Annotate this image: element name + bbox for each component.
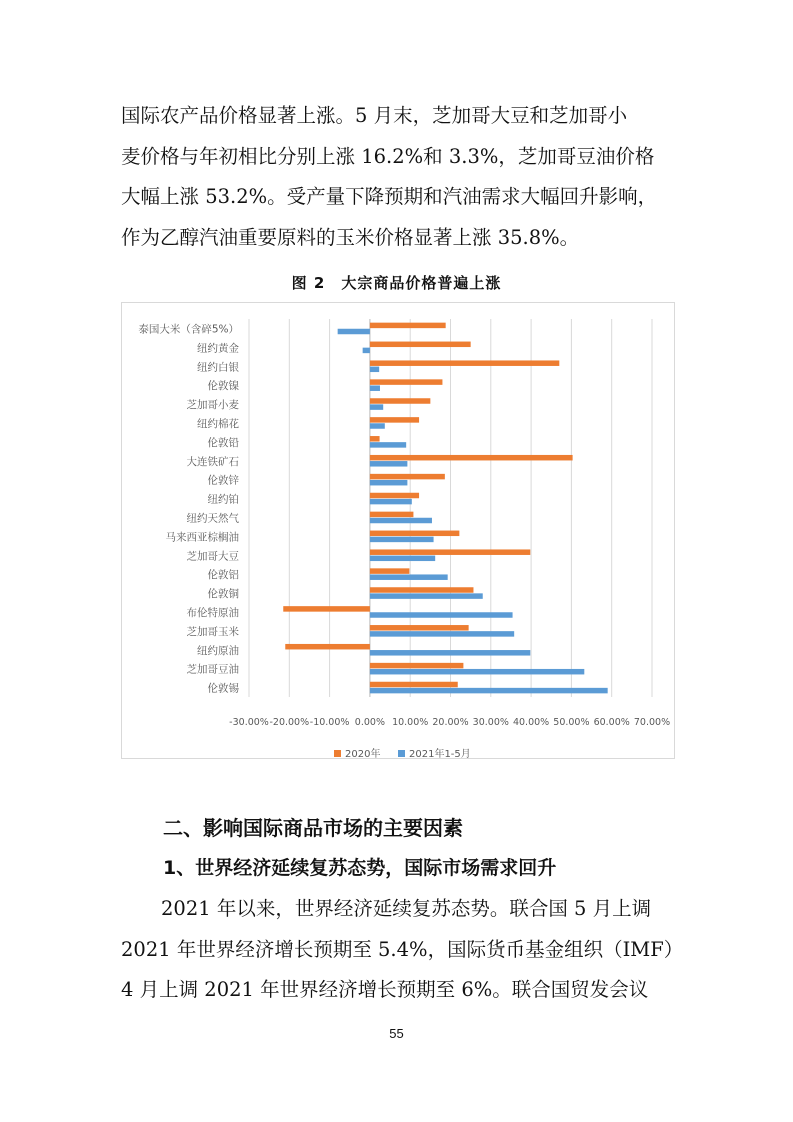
figure-caption: 图 2 大宗商品价格普遍上涨	[291, 274, 502, 292]
x-tick-label: -10.00%	[309, 717, 350, 728]
bar-2020	[370, 417, 419, 423]
paragraph-line: 作为乙醇汽油重要原料的玉米价格显著上涨 35.8%。	[121, 225, 580, 249]
paragraph-line: 大幅上涨 53.2%。受产量下降预期和汽油需求大幅回升影响，	[121, 185, 658, 208]
x-tick-label: 10.00%	[392, 717, 429, 728]
category-label: 芝加哥豆油	[186, 663, 239, 676]
bar-2020	[370, 568, 409, 574]
paragraph-line: 国际农产品价格显著上涨。5 月末，芝加哥大豆和芝加哥小	[121, 104, 628, 127]
bar-2020	[370, 663, 463, 669]
bar-2020	[283, 606, 370, 612]
bar-2021	[370, 631, 514, 637]
category-label: 伦敦锌	[207, 474, 239, 487]
bar-2021	[370, 480, 407, 486]
bar-2021	[370, 499, 412, 505]
bar-2020	[370, 493, 419, 499]
category-label: 大连铁矿石	[186, 455, 239, 468]
category-label: 芝加哥大豆	[186, 550, 239, 563]
category-label: 伦敦锡	[207, 682, 239, 695]
bar-2021	[370, 556, 435, 562]
bar-2020	[370, 360, 559, 366]
bar-2021	[370, 367, 379, 373]
page-number: 55	[389, 1026, 404, 1041]
paragraph-line: 麦价格与年初相比分别上涨 16.2%和 3.3%，芝加哥豆油价格	[121, 144, 655, 168]
bar-2021	[370, 574, 448, 580]
x-tick-label: -20.00%	[269, 717, 310, 728]
bar-2021	[370, 593, 483, 599]
bar-2021	[370, 537, 434, 543]
category-label: 伦敦铝	[207, 569, 239, 582]
bar-2021	[370, 404, 383, 410]
legend-swatch	[398, 750, 405, 757]
section-heading: 二、影响国际商品市场的主要因素	[163, 816, 463, 840]
bar-2020	[370, 682, 458, 688]
legend-swatch	[334, 750, 341, 757]
x-tick-label: 0.00%	[354, 717, 385, 728]
category-label: 伦敦铅	[207, 436, 239, 449]
x-tick-label: 50.00%	[553, 717, 590, 728]
commodity-price-chart	[122, 303, 674, 758]
chart-frame	[121, 302, 675, 759]
category-label: 纽约黄金	[197, 342, 239, 355]
bar-2021	[370, 669, 584, 675]
bar-2020	[370, 512, 414, 518]
bar-2020	[370, 342, 471, 348]
body-paragraph-1	[121, 96, 673, 258]
bar-2021	[370, 385, 380, 391]
bar-2021	[370, 423, 385, 429]
category-label: 纽约天然气	[186, 512, 239, 525]
bar-2020	[370, 323, 446, 329]
bar-2020	[370, 398, 430, 404]
bar-2021	[370, 461, 407, 467]
bar-2021	[363, 348, 370, 354]
category-label: 纽约原油	[197, 644, 239, 657]
paragraph-line: 2021 年世界经济增长预期至 5.4%，国际货币基金组织（IMF）	[121, 937, 684, 961]
category-label: 纽约白银	[197, 361, 239, 374]
bar-2021	[370, 442, 406, 448]
x-tick-label: 60.00%	[593, 717, 630, 728]
x-tick-label: -30.00%	[229, 717, 269, 728]
bar-2020	[370, 474, 445, 480]
x-tick-label: 40.00%	[512, 717, 550, 728]
category-label: 芝加哥玉米	[186, 625, 239, 638]
category-label: 伦敦铜	[207, 588, 239, 601]
x-tick-label: 70.00%	[633, 717, 671, 728]
bar-2020	[370, 436, 380, 442]
category-label: 纽约棉花	[197, 417, 239, 430]
category-label: 马来西亚棕榈油	[165, 531, 239, 544]
category-label: 泰国大米（含碎5%）	[138, 323, 239, 336]
legend-label: 2020年	[345, 749, 381, 758]
category-label: 布伦特原油	[186, 606, 239, 619]
x-tick-label: 20.00%	[432, 717, 469, 728]
category-label: 伦敦镍	[207, 380, 239, 393]
bar-2021	[338, 329, 370, 335]
bar-2020	[370, 549, 530, 555]
bar-2021	[370, 518, 432, 524]
subsection-heading: 1、世界经济延续复苏态势，国际市场需求回升	[163, 857, 557, 879]
bar-2020	[370, 625, 469, 631]
x-tick-label: 30.00%	[472, 717, 509, 728]
bar-2020	[370, 455, 573, 461]
body-paragraph-2	[121, 889, 684, 1011]
paragraph-line: 4 月上调 2021 年世界经济增长预期至 6%。联合国贸发会议	[121, 978, 649, 1001]
bar-2021	[370, 612, 513, 618]
bar-2020	[285, 644, 370, 650]
bar-2020	[370, 379, 443, 385]
bar-2021	[370, 688, 608, 694]
bar-2020	[370, 531, 459, 537]
category-label: 纽约铂	[207, 493, 239, 506]
bar-2020	[370, 587, 474, 593]
paragraph-line: 2021 年以来，世界经济延续复苏态势。联合国 5 月上调	[161, 897, 652, 920]
legend-label: 2021年1-5月	[409, 749, 471, 758]
bar-2021	[370, 650, 530, 656]
category-label: 芝加哥小麦	[186, 399, 239, 412]
